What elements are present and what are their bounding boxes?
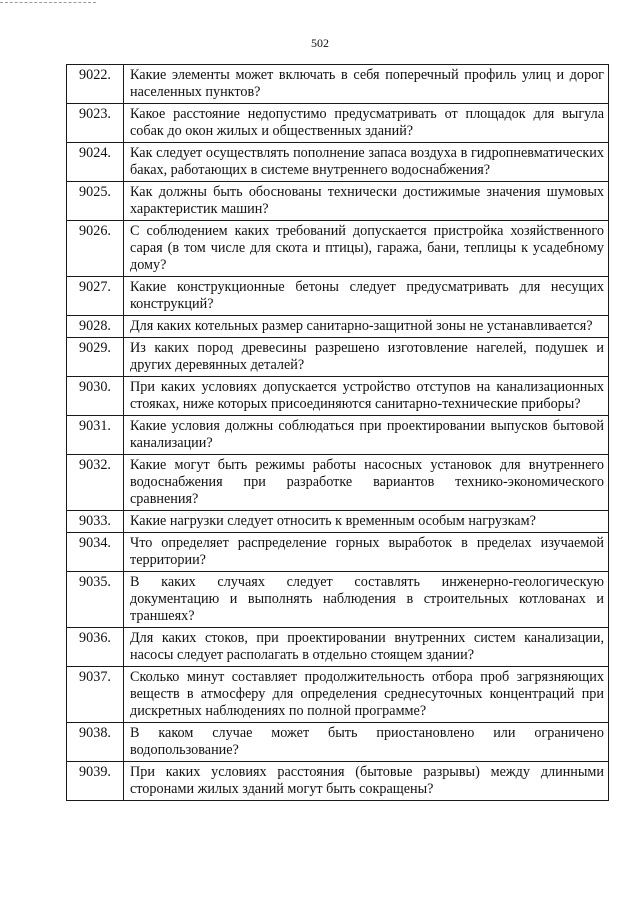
question-text: С соблюдением каких требований допускается пристройка хозяйственного сарая (в том числе для скота и птицы), гаража, бани, теплицы к усадебному дому? bbox=[124, 221, 609, 277]
table-row bbox=[67, 221, 609, 277]
question-text: Какие условия должны соблюдаться при проектировании выпусков бытовой канализации? bbox=[124, 416, 609, 455]
question-number: 9029. bbox=[67, 338, 124, 377]
table-row bbox=[67, 316, 609, 338]
question-number: 9038. bbox=[67, 723, 124, 762]
question-text: При каких условиях допускается устройство отступов на канализационных стояках, ниже которых присоединяются санитарно-технические приборы? bbox=[124, 377, 609, 416]
question-number: 9033. bbox=[67, 511, 124, 533]
question-number: 9030. bbox=[67, 377, 124, 416]
question-number: 9022. bbox=[67, 65, 124, 104]
question-text: В каких случаях следует составлять инженерно-геологическую документацию и выполнять наблюдения в строительных котлованах и траншеях? bbox=[124, 572, 609, 628]
table-row bbox=[67, 723, 609, 762]
table-row bbox=[67, 667, 609, 723]
table-row bbox=[67, 143, 609, 182]
question-number: 9034. bbox=[67, 533, 124, 572]
question-number: 9023. bbox=[67, 104, 124, 143]
table-row bbox=[67, 416, 609, 455]
table-row bbox=[67, 277, 609, 316]
question-text: Какие элементы может включать в себя поперечный профиль улиц и дорог населенных пунктов? bbox=[124, 65, 609, 104]
table-row bbox=[67, 104, 609, 143]
question-number: 9032. bbox=[67, 455, 124, 511]
question-text: Как следует осуществлять пополнение запаса воздуха в гидропневматических баках, работающих в системе внутреннего водоснабжения? bbox=[124, 143, 609, 182]
question-number: 9027. bbox=[67, 277, 124, 316]
questions-table bbox=[66, 64, 609, 801]
question-number: 9031. bbox=[67, 416, 124, 455]
questions-table-body bbox=[67, 65, 609, 801]
scan-edge-mark bbox=[0, 0, 96, 3]
question-number: 9036. bbox=[67, 628, 124, 667]
question-text: В каком случае может быть приостановлено или ограничено водопользование? bbox=[124, 723, 609, 762]
question-text: Сколько минут составляет продолжительность отбора проб загрязняющих веществ в атмосферу для определения среднесуточных концентраций при дискретных наблюдениях по полной программе? bbox=[124, 667, 609, 723]
question-text: При каких условиях расстояния (бытовые разрывы) между длинными сторонами жилых зданий могут быть сокращены? bbox=[124, 762, 609, 801]
question-number: 9026. bbox=[67, 221, 124, 277]
question-text: Какие конструкционные бетоны следует предусматривать для несущих конструкций? bbox=[124, 277, 609, 316]
table-row bbox=[67, 377, 609, 416]
question-text: Какое расстояние недопустимо предусматривать от площадок для выгула собак до окон жилых и общественных зданий? bbox=[124, 104, 609, 143]
table-row bbox=[67, 628, 609, 667]
table-row bbox=[67, 762, 609, 801]
question-number: 9039. bbox=[67, 762, 124, 801]
table-row bbox=[67, 511, 609, 533]
question-number: 9024. bbox=[67, 143, 124, 182]
question-text: Из каких пород древесины разрешено изготовление нагелей, подушек и других деревянных деталей? bbox=[124, 338, 609, 377]
table-row bbox=[67, 533, 609, 572]
question-number: 9025. bbox=[67, 182, 124, 221]
table-row bbox=[67, 455, 609, 511]
question-number: 9035. bbox=[67, 572, 124, 628]
question-number: 9028. bbox=[67, 316, 124, 338]
question-number: 9037. bbox=[67, 667, 124, 723]
question-text: Какие могут быть режимы работы насосных установок для внутреннего водоснабжения при разработке вариантов технико-экономического сравнения? bbox=[124, 455, 609, 511]
table-row bbox=[67, 338, 609, 377]
question-text: Какие нагрузки следует относить к временным особым нагрузкам? bbox=[124, 511, 609, 533]
question-text: Что определяет распределение горных выработок в пределах изучаемой территории? bbox=[124, 533, 609, 572]
question-text: Как должны быть обоснованы технически достижимые значения шумовых характеристик машин? bbox=[124, 182, 609, 221]
question-text: Для каких стоков, при проектировании внутренних систем канализации, насосы следует располагать в отдельно стоящем здании? bbox=[124, 628, 609, 667]
page-number: 502 bbox=[311, 36, 329, 50]
table-row bbox=[67, 182, 609, 221]
table-row bbox=[67, 572, 609, 628]
table-row bbox=[67, 65, 609, 104]
question-text: Для каких котельных размер санитарно-защитной зоны не устанавливается? bbox=[124, 316, 609, 338]
